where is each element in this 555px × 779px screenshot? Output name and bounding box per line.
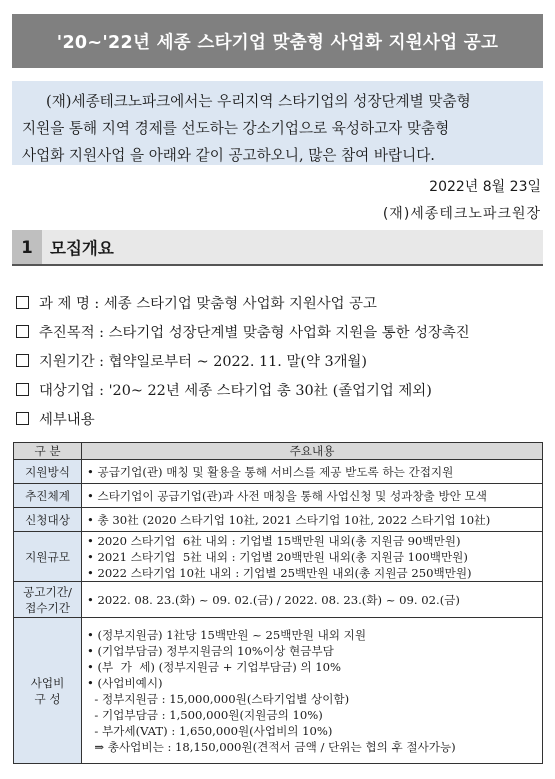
list-item [16, 288, 546, 317]
row-content-line: - 기업부담금 : 1,500,000원(지원금의 10%) [87, 707, 323, 722]
row-content-line: • (기업부담금) 정부지원금의 10%이상 현금부담 [87, 643, 334, 658]
checkbox-icon [16, 383, 29, 396]
row-label-text: 공고기간/ [23, 584, 72, 599]
row-label [14, 460, 82, 484]
table-row [14, 582, 543, 618]
checkbox-icon [16, 296, 29, 309]
row-content-line: • 스타기업이 공급기업(관)과 사전 매칭을 통해 사업신청 및 성과창출 방안 모색 [87, 488, 487, 503]
section-header [12, 230, 543, 266]
row-content-line: • (정부지원금) 1社당 15백만원 ~ 25백만원 내외 지원 [87, 627, 367, 642]
row-content-line: • 2020 스타기업 6社 내외 : 기업별 15백만원 내외(총 지원금 90백만원) [87, 533, 461, 548]
table-header-category: 구 분 [14, 443, 82, 460]
table-row [14, 618, 543, 764]
row-content-line: • 총 30社 (2020 스타기업 10社, 2021 스타기업 10社, 2022 스타기업 10社) [87, 512, 491, 527]
row-content [82, 460, 543, 484]
row-content [82, 508, 543, 532]
overview-list [16, 288, 546, 433]
table-row [14, 508, 543, 532]
table-header-content: 주요내용 [82, 443, 543, 460]
row-label-text: 신청대상 [25, 512, 70, 527]
intro-line: (재)세종테크노파크에서는 우리지역 스타기업의 성장단계별 맞춤형 [46, 93, 471, 110]
row-content [82, 532, 543, 582]
list-item-text: 지원기간 : 협약일로부터 ~ 2022. 11. 말(약 3개월) [39, 354, 368, 370]
row-label-text: 접수기간 [25, 600, 70, 615]
list-item [16, 404, 546, 433]
checkbox-icon [16, 325, 29, 338]
checkbox-icon [16, 354, 29, 367]
table-row [14, 460, 543, 484]
row-content-line: • (사업비예시) [87, 675, 163, 690]
section-number: 1 [12, 230, 42, 264]
detail-table [13, 442, 543, 764]
row-content-line: • 2022 스타기업 10社 내외 : 기업별 25백만원 내외(총 지원금 250백만원) [87, 565, 472, 580]
row-label-text: 지원방식 [25, 464, 70, 479]
row-label-text: 구 성 [34, 691, 61, 706]
list-item-text: 세부내용 [39, 412, 95, 428]
table-row [14, 532, 543, 582]
row-label [14, 618, 82, 764]
intro-line: 지원을 통해 지역 경제를 선도하는 강소기업으로 육성하고자 맞춤형 [22, 120, 450, 137]
list-item-text: 대상기업 : '20~ 22년 세종 스타기업 총 30社 (졸업기업 제외) [39, 383, 432, 399]
announcement-date: 2022년 8월 23일 [429, 179, 541, 195]
list-item [16, 346, 546, 375]
row-content [82, 484, 543, 508]
row-content [82, 582, 543, 618]
row-content-line: • 공급기업(관) 매칭 및 활용을 통해 서비스를 제공 받도록 하는 간접지원 [87, 464, 454, 479]
list-item-text: 추진목적 : 스타기업 성장단계별 맞춤형 사업화 지원을 통한 성장촉진 [39, 325, 470, 341]
row-content-line: • 2022. 08. 23.(화) ~ 09. 02.(금) / 2022. 08. 23.(화) ~ 09. 02.(금) [87, 592, 460, 607]
row-content-line: - 부가세(VAT) : 1,650,000원(사업비의 10%) [87, 723, 333, 738]
row-label [14, 582, 82, 618]
table-row [14, 484, 543, 508]
intro-box [12, 81, 543, 165]
issuer-name: (재)세종테크노파크원장 [382, 206, 541, 222]
row-content-line: ⇒ 총사업비는 : 18,150,000원(견적서 금액 / 단위는 협의 후 절사가능) [87, 739, 456, 754]
intro-line: 사업화 지원사업 을 아래와 같이 공고하오니, 많은 참여 바랍니다. [22, 147, 435, 164]
row-label-text: 추진체계 [25, 488, 70, 503]
checkbox-icon [16, 412, 29, 425]
announcement-title [12, 14, 543, 68]
row-content-line: • (부 가 세) (정부지원금 + 기업부담금) 의 10% [87, 659, 342, 674]
row-content [82, 618, 543, 764]
row-label-text: 사업비 [30, 675, 65, 690]
section-title: 모집개요 [42, 230, 543, 264]
table-header-row [14, 443, 543, 460]
row-label [14, 532, 82, 582]
row-label [14, 508, 82, 532]
list-item-text: 과 제 명 : 세종 스타기업 맞춤형 사업화 지원사업 공고 [39, 296, 377, 312]
list-item [16, 375, 546, 404]
row-content-line: • 2021 스타기업 5社 내외 : 기업별 20백만원 내외(총 지원금 100백만원) [87, 549, 468, 564]
title-text: '20~'22년 세종 스타기업 맞춤형 사업화 지원사업 공고 [56, 32, 499, 53]
list-item [16, 317, 546, 346]
row-label [14, 484, 82, 508]
row-content-line: - 정부지원금 : 15,000,000원(스타기업별 상이함) [87, 691, 350, 706]
row-label-text: 지원규모 [25, 549, 70, 564]
